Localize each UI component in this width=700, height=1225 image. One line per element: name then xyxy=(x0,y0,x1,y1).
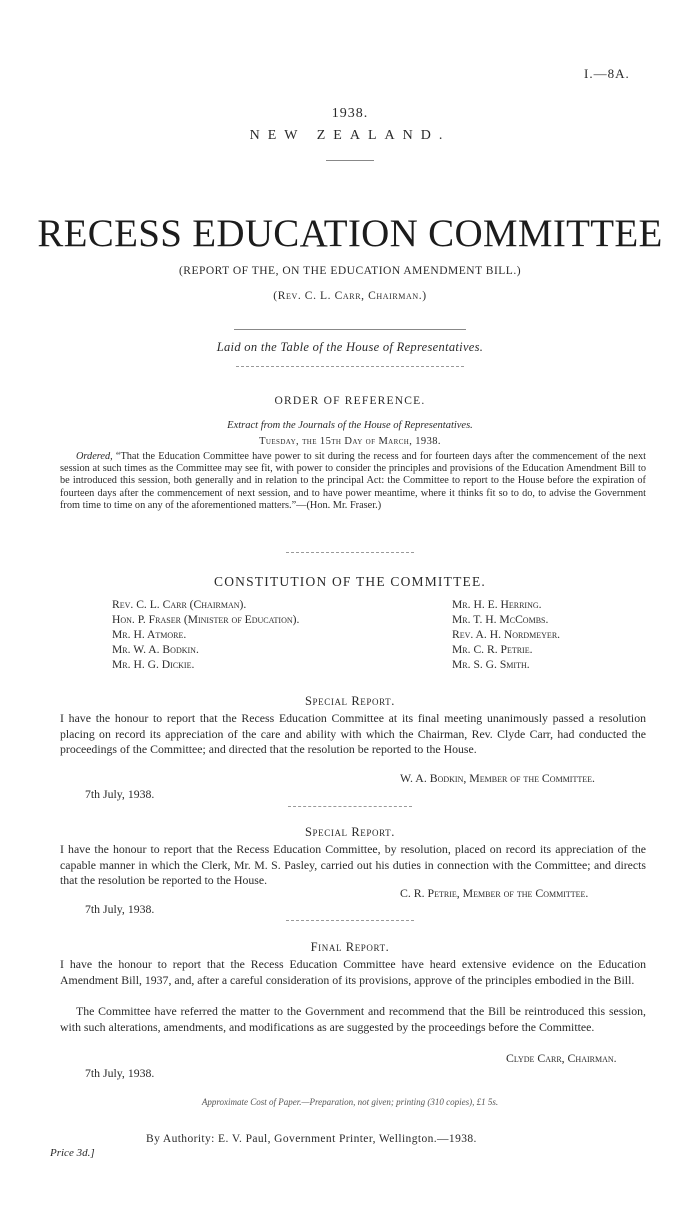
order-text: “That the Education Committee have power to sit during the recess and for fourteen days after the commencement of the next session at such times as the Committee may see fit, with power to consider the principles and provisions of the Education Amendment Bill to be introduced this session, both generally and in relation to the principal Act: the Committee to report to the House before the expiration of fourteen days after the commencement of next session, and to have power meantime, where it thinks fit so to do, to advise the Government from time to time on any of the aforementioned matters.”—(Hon. Mr. Fraser.) xyxy=(60,451,647,511)
special-report-1-body: I have the honour to report that the Recess Education Committee at its final meeting unanimously passed a resolution placing on record its appreciation of the care and ability with which the Chairman, Rev. Clyde Carr, had conducted the proceedings of the Committee; and directed that the resolution be reported to the House. xyxy=(60,711,646,756)
final-report-body-1: I have the honour to report that the Recess Education Committee have heard extensive evidence on the Education Amendment Bill, 1937, and, after a careful consideration of its provisions, approve of the principles embodied in the Bill. xyxy=(60,957,646,987)
special-report-2-signature: C. R. Petrie, Member of the Committee. xyxy=(400,886,589,900)
final-report-heading: Final Report. xyxy=(310,940,390,954)
member: Hon. P. Fraser (Minister of Education). xyxy=(112,613,300,626)
member: Mr. H. Atmore. xyxy=(112,628,187,641)
member: Mr. C. R. Petrie. xyxy=(452,643,533,656)
final-report-body-2: The Committee have referred the matter to the Government and recommend that the Bill be reintroduced this session, with such alterations, amendments, and modifications as are suggested by the proceedings before the Committee. xyxy=(60,1004,646,1034)
order-date-line: Tuesday, the 15th Day of March, 1938. xyxy=(259,436,441,447)
special-report-2-date: 7th July, 1938. xyxy=(85,902,155,916)
country: NEW ZEALAND. xyxy=(249,128,451,143)
document-title: RECESS EDUCATION COMMITTEE xyxy=(37,212,663,255)
constitution-heading: CONSTITUTION OF THE COMMITTEE. xyxy=(214,574,486,589)
special-report-1-date: 7th July, 1938. xyxy=(85,787,155,801)
document-subtitle: (REPORT OF THE, ON THE EDUCATION AMENDMENT BILL.) xyxy=(178,265,522,277)
special-report-1-signature: W. A. Bodkin, Member of the Committee. xyxy=(400,771,595,785)
member: Rev. A. H. Nordmeyer. xyxy=(452,628,561,641)
cost-note: Approximate Cost of Paper.—Preparation, not given; printing (310 copies), £1 5s. xyxy=(201,1097,499,1107)
divider xyxy=(286,552,414,553)
divider xyxy=(286,920,414,921)
price: Price 3d.] xyxy=(50,1147,95,1159)
special-report-1-heading: Special Report. xyxy=(304,694,395,708)
order-of-reference-body xyxy=(60,451,646,512)
laid-on-table-line: Laid on the Table of the House of Representatives. xyxy=(216,340,484,354)
chairman-line: (Rev. C. L. Carr, Chairman.) xyxy=(273,290,427,302)
ordered-lead: Ordered, xyxy=(76,451,113,462)
year: 1938. xyxy=(331,106,369,121)
divider xyxy=(236,366,464,367)
member: Mr. T. H. McCombs. xyxy=(452,613,549,626)
member: Rev. C. L. Carr (Chairman). xyxy=(112,598,247,611)
member: Mr. S. G. Smith. xyxy=(452,658,530,671)
special-report-2-body: I have the honour to report that the Recess Education Committee, by resolution, placed on record its appreciation of the capable manner in which the Clerk, Mr. M. S. Pasley, carried out his duties in connection with the Committee; and directs that the resolution be reported to the House. xyxy=(60,842,646,887)
order-of-reference-heading: ORDER OF REFERENCE. xyxy=(274,395,426,407)
special-report-2-heading: Special Report. xyxy=(304,825,395,839)
divider xyxy=(288,806,412,807)
divider xyxy=(326,160,374,161)
printer-authority: By Authority: E. V. Paul, Government Printer, Wellington.—1938. xyxy=(146,1133,477,1145)
divider xyxy=(234,329,466,330)
member: Mr. H. E. Herring. xyxy=(452,598,542,611)
member: Mr. W. A. Bodkin. xyxy=(112,643,199,656)
journal-extract-line: Extract from the Journals of the House of Representatives. xyxy=(227,420,473,431)
final-report-date: 7th July, 1938. xyxy=(85,1066,155,1080)
corner-reference: I.—8A. xyxy=(584,66,630,81)
final-report-signature: Clyde Carr, Chairman. xyxy=(506,1051,617,1065)
member: Mr. H. G. Dickie. xyxy=(112,658,195,671)
